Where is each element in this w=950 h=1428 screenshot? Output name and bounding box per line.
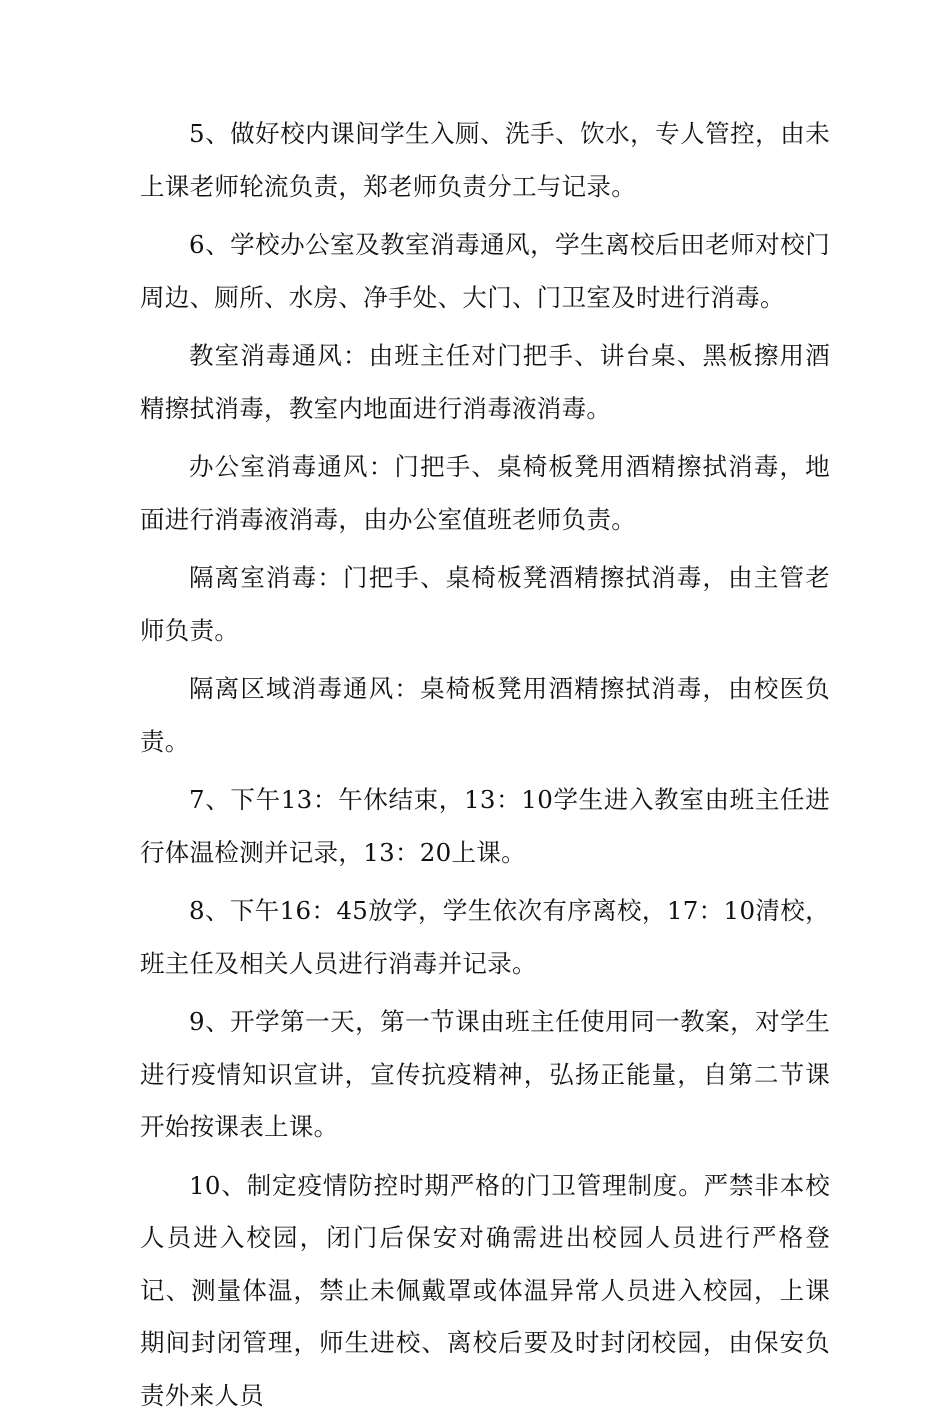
paragraph-isolation-room-disinfection: 隔离室消毒：门把手、桌椅板凳酒精擦拭消毒，由主管老师负责。 bbox=[140, 563, 830, 645]
paragraph-classroom-disinfection: 教室消毒通风：由班主任对门把手、讲台桌、黑板擦用酒精擦拭消毒，教室内地面进行消毒液消毒。 bbox=[140, 341, 830, 423]
paragraph-item-7: 7、下午13：午休结束，13：10学生进入教室由班主任进行体温检测并记录，13：20上课。 bbox=[140, 785, 830, 867]
paragraph-isolation-area-disinfection: 隔离区域消毒通风：桌椅板凳用酒精擦拭消毒，由校医负责。 bbox=[140, 674, 830, 756]
paragraph-item-5: 5、做好校内课间学生入厕、洗手、饮水，专人管控，由未上课老师轮流负责，郑老师负责分工与记录。 bbox=[140, 119, 830, 201]
paragraph-item-9: 9、开学第一天，第一节课由班主任使用同一教案，对学生进行疫情知识宣讲，宣传抗疫精神，弘扬正能量，自第二节课开始按课表上课。 bbox=[140, 1007, 830, 1141]
paragraph-item-6: 6、学校办公室及教室消毒通风，学生离校后田老师对校门周边、厕所、水房、净手处、大门、门卫室及时进行消毒。 bbox=[140, 230, 830, 312]
paragraph-item-8: 8、下午16：45放学，学生依次有序离校，17：10清校，班主任及相关人员进行消毒并记录。 bbox=[140, 896, 830, 978]
document-body bbox=[140, 108, 830, 1428]
paragraph-office-disinfection: 办公室消毒通风：门把手、桌椅板凳用酒精擦拭消毒，地面进行消毒液消毒，由办公室值班老师负责。 bbox=[140, 452, 830, 534]
paragraph-item-10: 10、制定疫情防控时期严格的门卫管理制度。严禁非本校人员进入校园，闭门后保安对确需进出校园人员进行严格登记、测量体温，禁止未佩戴罩或体温异常人员进入校园，上课期间封闭管理，师生进校、离校后要及时封闭校园，由保安负责外来人员 bbox=[140, 1170, 830, 1410]
